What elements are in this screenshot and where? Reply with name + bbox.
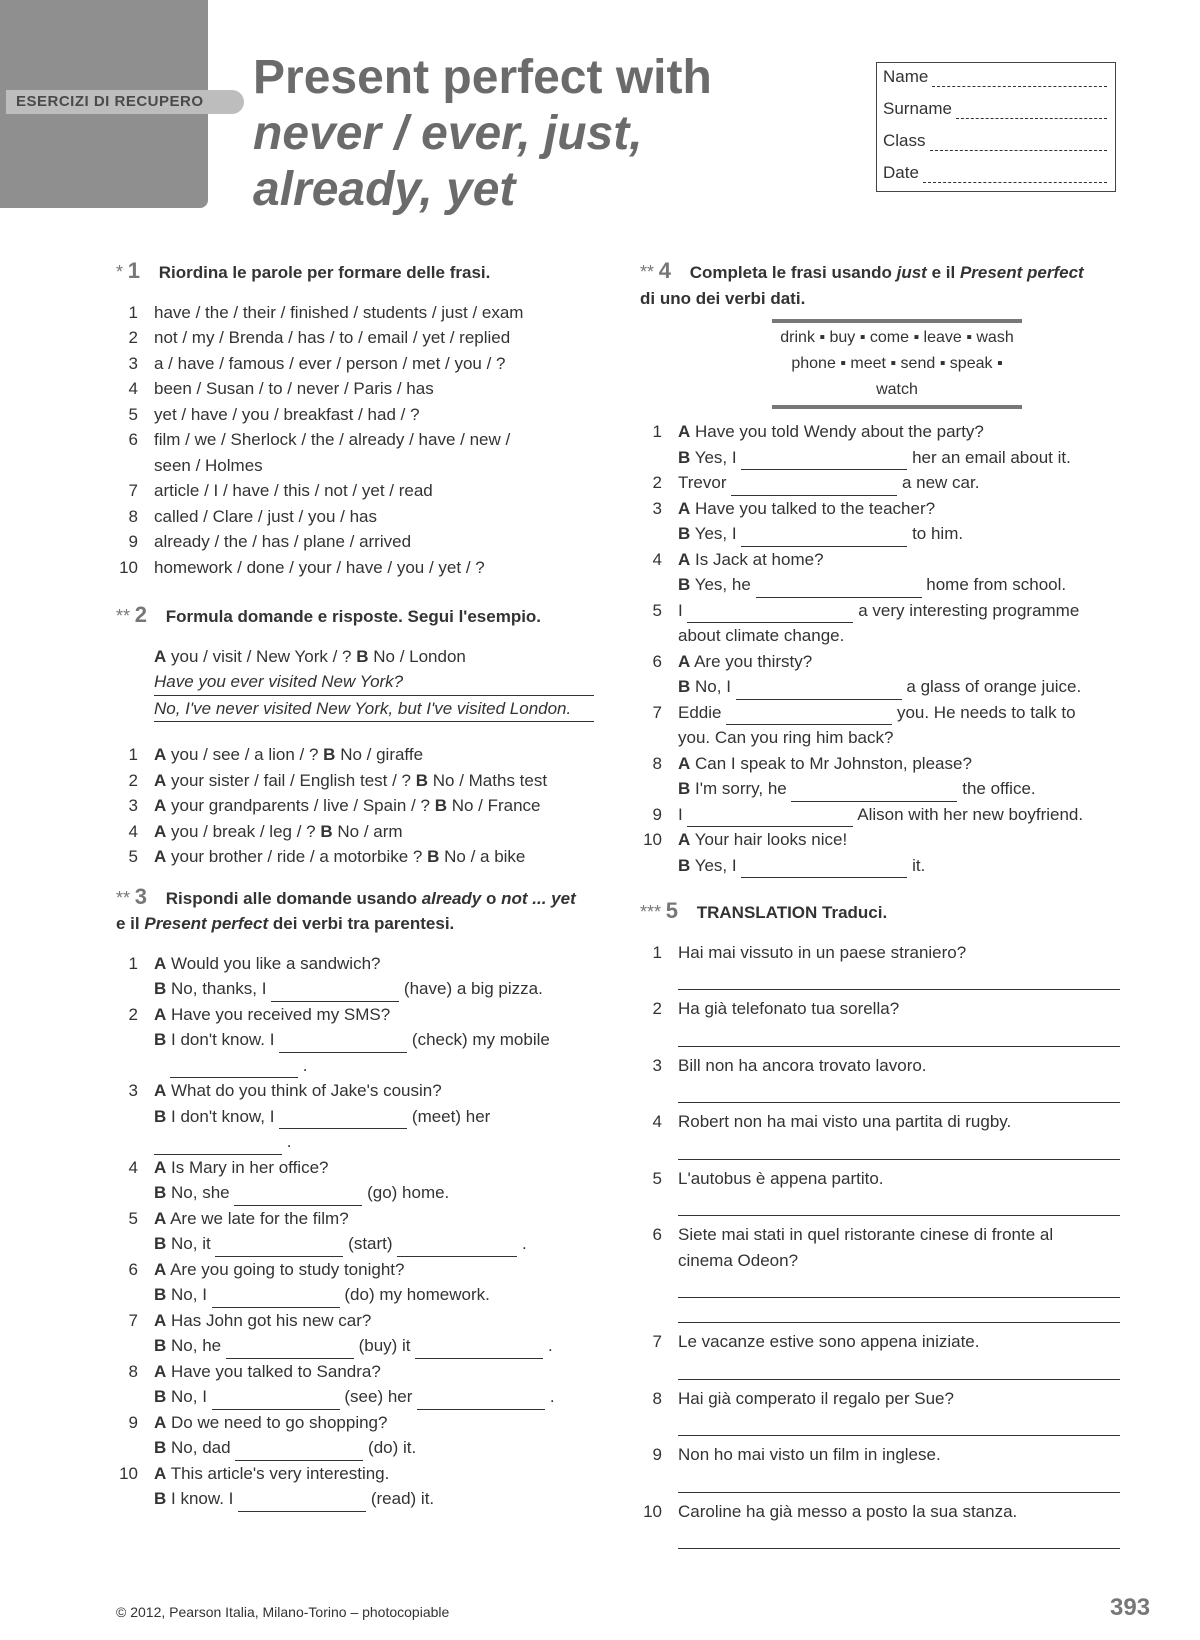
exercise-3-heading-line-2 xyxy=(116,911,596,937)
item-number: 5 xyxy=(128,1208,138,1228)
item-number: 5 xyxy=(128,847,138,866)
exercise-4-stars: ** xyxy=(640,262,655,282)
item-number: 9 xyxy=(128,1412,138,1432)
word-box xyxy=(772,319,1022,409)
answer-blank[interactable] xyxy=(226,1342,354,1359)
item-question: Would you like a sandwich? xyxy=(171,953,381,973)
list-item: 3 A Have you talked to the teacher? B Yes, I to him. xyxy=(640,496,1120,547)
item-text-continued: about climate change. xyxy=(678,626,845,645)
item-number: 6 xyxy=(652,1225,662,1244)
item-number: 6 xyxy=(652,651,662,671)
item-text-start: Eddie xyxy=(678,702,722,722)
list-item xyxy=(640,700,1120,751)
answer-blank[interactable] xyxy=(756,581,922,598)
list-item xyxy=(116,504,596,530)
item-answer-end: to him. xyxy=(912,524,964,543)
list-item xyxy=(640,802,1120,828)
exercise-1-number: 1 xyxy=(127,258,140,283)
answer-blank[interactable] xyxy=(417,1393,545,1410)
example-response: No / London xyxy=(373,646,466,666)
item-text: been / Susan / to / never / Paris / has xyxy=(154,379,434,398)
item-text: Hai già comperato il regalo per Sue? xyxy=(678,1388,954,1408)
date-line xyxy=(923,168,1107,183)
item-answer-start: No, she xyxy=(171,1183,230,1202)
item-prompt: you / see / a lion / ? xyxy=(171,745,319,764)
exercise-3-stars: ** xyxy=(116,887,131,908)
list-item xyxy=(640,1053,1120,1079)
item-question: Your hair looks nice! xyxy=(694,830,848,849)
exercise-4-number: 4 xyxy=(658,258,671,283)
item-number: 7 xyxy=(128,481,138,500)
item-answer-start: Yes, I xyxy=(694,855,737,875)
answer-blank[interactable] xyxy=(687,606,853,623)
exercise-1-heading xyxy=(116,258,596,286)
answer-blank[interactable] xyxy=(238,1495,366,1512)
class-line xyxy=(930,136,1107,151)
item-text: Robert non ha mai visto una partita di rugby. xyxy=(678,1112,1012,1131)
item-text: article / I / have / this / not / yet / read xyxy=(154,481,433,500)
answer-blank[interactable] xyxy=(741,453,907,470)
title-line-2: never / ever, just, xyxy=(253,107,643,160)
item-number: 3 xyxy=(128,1081,138,1100)
surname-line xyxy=(956,104,1107,119)
item-number: 2 xyxy=(128,1004,138,1024)
list-item xyxy=(640,1109,1120,1135)
list-item: 7 A Has John got his new car? B No, he (buy) it . xyxy=(116,1308,596,1359)
list-item xyxy=(116,325,596,351)
page-number: 393 xyxy=(1110,1594,1151,1621)
exercise-4-instruction-2: di uno dei verbi dati. xyxy=(640,288,806,308)
item-answer-end: (check) my mobile xyxy=(411,1030,550,1049)
section-tab-label: ESERCIZI DI RECUPERO xyxy=(16,93,204,110)
item-number: 2 xyxy=(652,473,662,492)
list-item: 1 A Would you like a sandwich? B No, thanks, I (have) a big pizza. xyxy=(116,951,596,1002)
exercise-5-number: 5 xyxy=(665,898,678,923)
item-answer-end: (see) her xyxy=(344,1387,413,1406)
item-number: 1 xyxy=(128,953,138,973)
list-item: 6 A Are you going to study tonight? B No, I (do) my homework. xyxy=(116,1257,596,1308)
item-answer-end: (do) my homework. xyxy=(344,1285,490,1304)
item-text: have / the / their / finished / students / just / exam xyxy=(154,302,524,322)
exercise-2-instruction: Formula domande e risposte. Segui l'esempio. xyxy=(165,607,542,626)
list-item xyxy=(640,1499,1120,1525)
exercise-5-translation-label: TRANSLATION xyxy=(696,903,818,922)
item-number: 5 xyxy=(652,1168,662,1188)
answer-blank[interactable] xyxy=(726,708,892,725)
list-item: 4 A Is Jack at home? B Yes, he home from school. xyxy=(640,547,1120,598)
item-text-start: I xyxy=(678,804,683,824)
item-text-end: Alison with her new boyfriend. xyxy=(857,804,1084,824)
list-item xyxy=(116,529,596,555)
page-title xyxy=(253,50,712,218)
list-item: 6 A Are you thirsty? B No, I a glass of orange juice. xyxy=(640,649,1120,700)
surname-field[interactable] xyxy=(883,99,1107,119)
item-answer-start: No, thanks, I xyxy=(171,979,267,998)
item-answer-start: I don't know, I xyxy=(171,1106,275,1126)
exercise-2-stars: ** xyxy=(116,606,131,626)
exercise-3-already: already xyxy=(421,888,482,908)
class-field[interactable] xyxy=(883,131,1107,151)
item-number: 6 xyxy=(128,430,138,449)
item-number: 4 xyxy=(128,821,138,841)
list-item xyxy=(116,427,596,478)
list-item: 10 A Your hair looks nice! B Yes, I it. xyxy=(640,827,1120,878)
item-answer-start: No, I xyxy=(695,677,731,696)
date-label: Date xyxy=(883,163,919,182)
item-prompt: your grandparents / live / Spain / ? xyxy=(171,796,430,815)
exercise-4-instruction: Completa le frasi usando xyxy=(689,263,897,282)
item-number: 6 xyxy=(128,1259,138,1279)
right-column xyxy=(640,258,1120,1549)
answer-blank[interactable] xyxy=(736,683,902,700)
answer-line[interactable] xyxy=(678,1411,1120,1436)
student-info-box xyxy=(876,62,1116,192)
list-item xyxy=(116,300,596,326)
item-answer-start: No, he xyxy=(171,1336,222,1355)
speaker-a: A xyxy=(154,646,167,666)
answer-blank[interactable] xyxy=(212,1393,340,1410)
exercise-4-and: e il xyxy=(926,263,960,282)
item-response: No / France xyxy=(451,796,541,815)
exercise-3-instruction-3: dei verbi tra parentesi. xyxy=(268,914,455,933)
item-answer-start: No, dad xyxy=(171,1438,231,1457)
item-number: 7 xyxy=(652,702,662,722)
exercise-2-heading xyxy=(116,602,596,630)
item-text: homework / done / your / have / you / yet / ? xyxy=(154,557,485,577)
item-answer-start: I'm sorry, he xyxy=(695,779,787,798)
example-answer-line-2 xyxy=(154,696,594,723)
answer-blank[interactable] xyxy=(397,1240,517,1257)
item-number: 7 xyxy=(128,1310,138,1330)
answer-line[interactable] xyxy=(678,1078,1120,1103)
item-number: 7 xyxy=(652,1332,662,1351)
example-answer-1: Have you ever visited New York? xyxy=(154,672,404,691)
list-item: 5 A your brother / ride / a motorbike ? B No / a bike xyxy=(116,844,596,870)
answer-line[interactable] xyxy=(678,1273,1120,1298)
item-response: No / giraffe xyxy=(340,745,424,764)
exercise-4-just: just xyxy=(896,263,927,282)
item-text-start: I xyxy=(678,600,683,620)
answer-line[interactable] xyxy=(678,1355,1120,1380)
exercise-3-number: 3 xyxy=(134,883,147,909)
list-item: 8 A Can I speak to Mr Johnston, please? B I'm sorry, he the office. xyxy=(640,751,1120,802)
item-question: What do you think of Jake's cousin? xyxy=(171,1081,442,1100)
list-item: 3 A What do you think of Jake's cousin? B I don't know, I (meet) her . xyxy=(116,1078,596,1155)
item-number: 1 xyxy=(652,422,662,441)
exercise-2-example xyxy=(116,644,596,723)
answer-line[interactable] xyxy=(678,965,1120,990)
list-item: 8 A Have you talked to Sandra? B No, I (see) her . xyxy=(116,1359,596,1410)
item-answer-end: home from school. xyxy=(926,575,1067,594)
item-text: called / Clare / just / you / has xyxy=(154,506,377,526)
list-item xyxy=(640,940,1120,966)
item-number: 10 xyxy=(119,1463,138,1483)
surname-label: Surname xyxy=(883,99,952,118)
list-item: 1 A Have you told Wendy about the party? B Yes, I her an email about it. xyxy=(640,419,1120,470)
item-number: 5 xyxy=(128,404,138,424)
answer-blank[interactable] xyxy=(279,1036,407,1053)
item-text: Hai mai vissuto in un paese straniero? xyxy=(678,942,967,962)
item-number: 5 xyxy=(652,600,662,620)
item-text: film / we / Sherlock / the / already / have / new / xyxy=(154,430,511,449)
item-number: 3 xyxy=(652,498,662,518)
exercise-5-stars: *** xyxy=(640,902,662,922)
title-line-3: already, yet xyxy=(253,163,516,216)
list-item xyxy=(116,376,596,402)
item-text: Le vacanze estive sono appena iniziate. xyxy=(678,1332,980,1351)
item-answer-end: it. xyxy=(912,855,926,875)
item-text: Bill non ha ancora trovato lavoro. xyxy=(678,1055,927,1075)
item-answer-end: (meet) her xyxy=(411,1106,491,1126)
item-prompt: your brother / ride / a motorbike ? xyxy=(171,847,423,866)
item-text: a / have / famous / ever / person / met / you / ? xyxy=(154,353,506,373)
title-line-1: Present perfect with xyxy=(253,51,712,104)
item-answer-start: No, I xyxy=(171,1285,207,1304)
answer-blank[interactable] xyxy=(741,530,907,547)
item-text-continued: you. Can you ring him back? xyxy=(678,728,894,747)
item-question: Are we late for the film? xyxy=(170,1208,349,1228)
answer-blank[interactable] xyxy=(215,1240,343,1257)
answer-blank[interactable] xyxy=(234,1189,362,1206)
list-item: 2 A Have you received my SMS? B I don't know. I (check) my mobile . xyxy=(116,1002,596,1079)
left-column xyxy=(116,258,596,1512)
item-number: 4 xyxy=(128,1157,138,1177)
name-field[interactable] xyxy=(883,67,1107,87)
item-number: 10 xyxy=(643,830,662,849)
item-number: 9 xyxy=(652,1445,662,1464)
item-text-continued: cinema Odeon? xyxy=(678,1250,799,1270)
item-text: Caroline ha già messo a posto la sua stanza. xyxy=(678,1501,1018,1521)
list-item xyxy=(640,1166,1120,1192)
list-item xyxy=(640,1222,1120,1273)
item-prompt: you / break / leg / ? xyxy=(171,821,316,841)
item-number: 1 xyxy=(128,302,138,322)
item-number: 10 xyxy=(643,1501,662,1521)
item-question: Is Mary in her office? xyxy=(171,1157,329,1177)
exercise-5-instruction: Traduci. xyxy=(817,903,888,922)
exercise-4-present-perfect: Present perfect xyxy=(959,263,1084,282)
item-answer-start: No, it xyxy=(171,1234,211,1253)
list-item xyxy=(640,598,1120,649)
item-number: 3 xyxy=(652,1055,662,1075)
item-text: L'autobus è appena partito. xyxy=(678,1168,884,1188)
answer-line[interactable] xyxy=(678,1524,1120,1549)
item-number: 2 xyxy=(652,999,662,1018)
answer-line[interactable] xyxy=(678,1135,1120,1160)
item-number: 8 xyxy=(128,506,138,526)
item-answer-end: (do) it. xyxy=(368,1438,417,1457)
list-item: 9 A Do we need to go shopping? B No, dad (do) it. xyxy=(116,1410,596,1461)
item-question: Can I speak to Mr Johnston, please? xyxy=(695,753,972,773)
item-answer-end: (go) home. xyxy=(367,1183,450,1202)
item-text: Siete mai stati in quel ristorante cinese di fronte al xyxy=(678,1225,1054,1244)
example-prompt: you / visit / New York / ? xyxy=(171,646,352,666)
item-number: 2 xyxy=(128,328,138,347)
item-question: Have you talked to the teacher? xyxy=(695,498,936,518)
item-text: yet / have / you / breakfast / had / ? xyxy=(154,404,420,424)
list-item: 3 A your grandparents / live / Spain / ? B No / France xyxy=(116,793,596,819)
exercise-1-instruction: Riordina le parole per formare delle frasi. xyxy=(158,263,491,282)
list-item: 2 A your sister / fail / English test / ? B No / Maths test xyxy=(116,768,596,794)
item-question: Have you talked to Sandra? xyxy=(171,1361,381,1381)
answer-line[interactable] xyxy=(678,1191,1120,1216)
item-answer-end: (start) xyxy=(348,1234,393,1253)
item-text: Non ho mai visto un film in inglese. xyxy=(678,1445,941,1464)
speaker-b: B xyxy=(356,646,369,666)
item-text-start: Trevor xyxy=(678,473,727,492)
item-text-continued: seen / Holmes xyxy=(154,455,263,475)
list-item xyxy=(640,1386,1120,1412)
item-number: 1 xyxy=(128,745,138,764)
item-text: not / my / Brenda / has / to / email / yet / replied xyxy=(154,328,511,347)
list-item xyxy=(640,1329,1120,1355)
exercise-2-number: 2 xyxy=(134,602,147,627)
item-text-end: you. He needs to talk to xyxy=(896,702,1076,722)
answer-line[interactable] xyxy=(678,1298,1120,1323)
list-item: 4 A Is Mary in her office? B No, she (go) home. xyxy=(116,1155,596,1206)
item-question: Are you going to study tonight? xyxy=(170,1259,405,1279)
item-answer-start: Yes, he xyxy=(694,575,751,594)
item-answer-start: I know. I xyxy=(171,1489,234,1508)
item-question: Are you thirsty? xyxy=(694,651,813,671)
item-number: 10 xyxy=(119,557,138,577)
copyright-footer: © 2012, Pearson Italia, Milano-Torino – photocopiable xyxy=(116,1604,450,1620)
list-item xyxy=(116,555,596,581)
example-answer-2: No, I've never visited New York, but I've visited London. xyxy=(154,698,572,718)
item-text: Ha già telefonato tua sorella? xyxy=(678,999,900,1018)
list-item xyxy=(116,351,596,377)
answer-blank[interactable] xyxy=(212,1291,340,1308)
item-number: 8 xyxy=(652,1388,662,1408)
item-number: 8 xyxy=(652,753,662,773)
answer-blank[interactable] xyxy=(687,810,853,827)
item-response: No / a bike xyxy=(444,847,526,866)
list-item: 10 A This article's very interesting. B I know. I (read) it. xyxy=(116,1461,596,1512)
exercise-4-heading xyxy=(640,258,1120,286)
item-answer-start: No, I xyxy=(171,1387,207,1406)
item-response: No / arm xyxy=(337,821,403,841)
exercise-3-heading xyxy=(116,884,596,912)
item-number: 8 xyxy=(128,1361,138,1381)
class-label: Class xyxy=(883,131,926,150)
name-label: Name xyxy=(883,67,929,86)
list-item xyxy=(640,996,1120,1022)
word-box-line-1: drink ▪ buy ▪ come ▪ leave ▪ wash xyxy=(780,329,1014,346)
list-item xyxy=(640,470,1120,496)
exercise-3-present-perfect: Present perfect xyxy=(144,914,269,933)
item-prompt: your sister / fail / English test / ? xyxy=(171,770,411,790)
answer-blank[interactable] xyxy=(170,1061,298,1078)
item-number: 1 xyxy=(652,942,662,962)
exercise-3-notyet: not ... yet xyxy=(501,888,576,908)
item-number: 4 xyxy=(652,1112,662,1131)
item-question: Do we need to go shopping? xyxy=(171,1412,388,1432)
list-item: 1 A you / see / a lion / ? B No / giraffe xyxy=(116,742,596,768)
item-number: 3 xyxy=(128,796,138,815)
exercise-3-instruction: Rispondi alle domande usando xyxy=(165,888,422,908)
item-answer-end: a glass of orange juice. xyxy=(906,677,1082,696)
item-number: 9 xyxy=(128,532,138,551)
exercise-1-stars: * xyxy=(116,262,124,282)
item-response: No / Maths test xyxy=(432,770,548,790)
answer-blank[interactable] xyxy=(415,1342,543,1359)
answer-blank[interactable] xyxy=(731,479,897,496)
item-text-end: a very interesting programme xyxy=(858,600,1080,620)
item-answer-start: Yes, I xyxy=(694,524,737,543)
answer-blank[interactable] xyxy=(279,1112,407,1129)
item-answer-start: I don't know. I xyxy=(171,1030,275,1049)
answer-blank[interactable] xyxy=(235,1444,363,1461)
list-item xyxy=(116,402,596,428)
item-number: 4 xyxy=(652,549,662,569)
date-field[interactable] xyxy=(883,163,1107,183)
exercise-3-instruction-2: e il xyxy=(116,914,145,933)
answer-blank[interactable] xyxy=(154,1138,282,1155)
item-answer-end: her an email about it. xyxy=(912,447,1071,467)
item-question: Have you received my SMS? xyxy=(171,1004,391,1024)
list-item xyxy=(116,478,596,504)
list-item: 5 A Are we late for the film? B No, it (start) . xyxy=(116,1206,596,1257)
example-answer-line-1 xyxy=(154,669,594,696)
item-number: 2 xyxy=(128,770,138,790)
item-question: Has John got his new car? xyxy=(171,1310,372,1330)
item-answer-end: (have) a big pizza. xyxy=(403,979,543,998)
item-text-end: a new car. xyxy=(901,473,980,492)
item-number: 4 xyxy=(128,379,138,398)
item-number: 9 xyxy=(652,804,662,824)
item-number: 3 xyxy=(128,353,138,373)
item-answer-start: Yes, I xyxy=(694,447,737,467)
name-line xyxy=(932,72,1107,87)
answer-line[interactable] xyxy=(678,1468,1120,1493)
item-text: already / the / has / plane / arrived xyxy=(154,532,412,551)
answer-blank[interactable] xyxy=(271,985,399,1002)
item-question: This article's very interesting. xyxy=(170,1463,390,1483)
exercise-3-or: o xyxy=(481,888,502,908)
list-item xyxy=(640,1442,1120,1468)
answer-line[interactable] xyxy=(678,1022,1120,1047)
item-answer-end: the office. xyxy=(962,779,1036,798)
answer-blank[interactable] xyxy=(741,861,907,878)
word-box-line-2: phone ▪ meet ▪ send ▪ speak ▪ watch xyxy=(791,355,1003,398)
list-item: 4 A you / break / leg / ? B No / arm xyxy=(116,819,596,845)
exercise-5-heading xyxy=(640,898,1120,926)
item-question: Have you told Wendy about the party? xyxy=(695,422,984,441)
item-answer-end: (read) it. xyxy=(370,1489,435,1508)
item-question: Is Jack at home? xyxy=(695,549,824,569)
answer-blank[interactable] xyxy=(791,785,957,802)
item-answer-end: (buy) it xyxy=(358,1336,411,1355)
